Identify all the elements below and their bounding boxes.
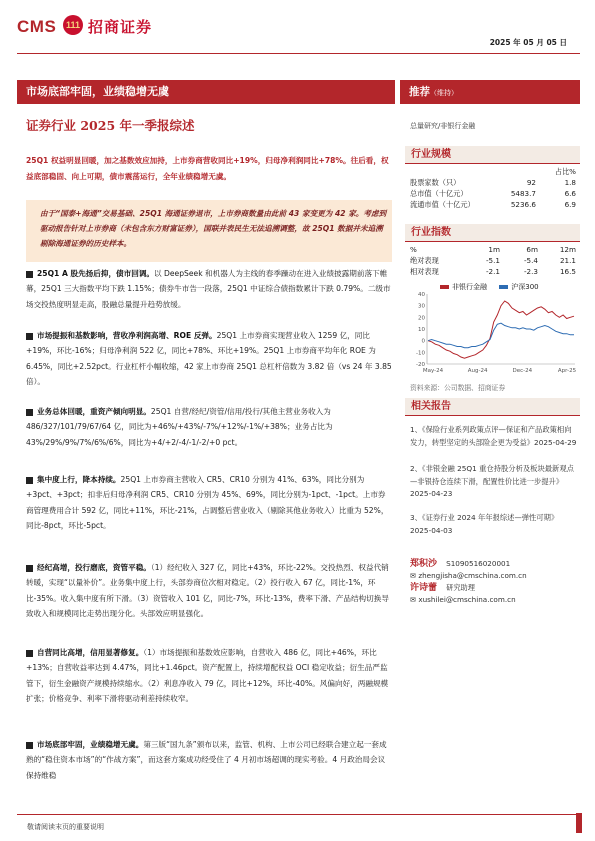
- paragraph-lead: 业务总体回暖，重资产倾向明显。: [37, 407, 151, 416]
- footer-note: 敬请阅读末页的重要说明: [27, 823, 104, 831]
- x-tick-label: Dec-24: [512, 368, 533, 374]
- paragraph-body: （1）经纪收入 327 亿，同比+43%，环比-22%。交投热烈、权益代销转暖，实现“以量补价”。业务集中度上行，头部券商位次相对稳定。（2）投行收入 67 亿，同比-1%，环比-35%。收入集中度有所下滑。（3）资管收入 101 亿，同比-7%，环比-13%，费率下滑、产品结构切换导致收入和规模同比走势出现分化。头部效应明显强化。: [26, 563, 389, 618]
- related-report-3[interactable]: 3、《证券行业 2024 年年报综述—弹性可期》2025-04-03: [410, 513, 559, 535]
- scale-table: [410, 166, 576, 210]
- table-cell: 股票家数（只）: [410, 177, 461, 187]
- header-rule: [17, 53, 580, 54]
- paragraph-5: [26, 560, 392, 621]
- y-tick-label: 40: [418, 292, 425, 298]
- section-related-reports: 相关报告: [405, 398, 580, 416]
- analyst-block: [410, 558, 578, 606]
- summary-text: 25Q1 权益明显回暖，加之基数效应加持，上市券商营收同比+19%，归母净利润同比+78%。往后看，权益底部稳固、向上可期，债市震荡运行，全年业绩稳增无虞。: [26, 156, 389, 181]
- analyst-cert: S1090516020001: [446, 559, 511, 568]
- table-cell: 流通市值（十亿元）: [410, 199, 475, 209]
- table-row: [410, 199, 576, 210]
- email-icon: ✉: [410, 595, 417, 604]
- related-report-2[interactable]: 2、《非银金融 25Q1 重仓持股分析及板块最新观点—非银持仓连续下滑，配置性价比进一步提升》2025-04-23: [410, 464, 574, 498]
- logo-mark-icon: 111: [63, 15, 83, 35]
- index-table: [410, 244, 576, 277]
- series-line: [428, 301, 574, 358]
- highlight-text: 由于“国泰+海通”交易基础、25Q1 海通证券退市，上市券商数量由此前 43 家变更为 42 家。考虑到驱动报告针对上市券商（未包含东方财富证券），国联并表民生无法追溯调整，故 25Q1 数据并未追溯剔除海通证券的历史样本。: [40, 209, 387, 248]
- paragraph-body: 第三版“国九条”颁布以来，监管、机构、上市公司已经联合建立起一套成熟的“稳住资本市场”的“作战方案”，而这套方案成功经受住了 4 月初市场超调的现实考验。4 月政治局会议保持维稳: [26, 740, 387, 780]
- rating-banner: [400, 80, 580, 104]
- table-cell: 绝对表现: [410, 255, 439, 265]
- legend-swatch: [440, 285, 449, 289]
- analyst-email[interactable]: zhengjisha@cmschina.com.cn: [418, 571, 527, 580]
- paragraph-7: [26, 737, 392, 783]
- section-industry-index: 行业指数: [405, 224, 580, 242]
- table-row: [410, 177, 576, 188]
- paragraph-1: [26, 266, 392, 312]
- paragraph-lead: 市场提振和基数影响，营收净利润高增、ROE 反弹。: [37, 331, 217, 340]
- paragraph-lead: 自营同比高增，信用显著修复。: [37, 648, 144, 657]
- table-header: 6m: [526, 245, 538, 254]
- table-cell: 1.8: [564, 178, 576, 187]
- table-cell: 6.6: [564, 189, 576, 198]
- table-cell: -5.4: [523, 256, 538, 265]
- paragraph-lead: 集中度上行，降本持续。: [37, 475, 121, 484]
- table-header: 12m: [559, 245, 576, 254]
- bullet-square-icon: [26, 333, 33, 340]
- table-cell: 5483.7: [510, 189, 536, 198]
- table-cell: 相对表现: [410, 266, 439, 276]
- analyst-name: 许诗蕾: [410, 583, 438, 593]
- legend-label: 沪深300: [511, 283, 539, 291]
- bullet-square-icon: [26, 650, 33, 657]
- footer-accent-bar: [576, 813, 582, 833]
- paragraph-2: [26, 328, 392, 389]
- bullet-square-icon: [26, 477, 33, 484]
- table-cell: 总市值（十亿元）: [410, 188, 468, 198]
- paragraph-lead: 经纪高增，投行磨底，资管平稳。: [37, 563, 151, 572]
- paragraph-body: 以 DeepSeek 和机器人为主线的春季躁动在进入业绩披露期前落下帷幕，25Q1 三大指数平均下跌 1.15%；债券牛市告一段落，25Q1 中证综合债指数累计下跌 0.79%。二级市场交投热度明显走高，股融总量提升趋势放缓。: [26, 269, 391, 309]
- x-tick-label: May-24: [422, 368, 444, 374]
- table-cell: 21.1: [559, 256, 576, 265]
- paragraph-body: 25Q1 自营/经纪/资管/信用/投行/其他主营业务收入为 486/327/101/79/67/64 亿，同比为+46%/+43%/-7%/+12%/-1%/+38%；业务占比为 43%/29%/9%/7%/6%/6%，同比为+4/+2/-4/-1/-2/+0 pct。: [26, 407, 333, 447]
- related-report-1[interactable]: 1、《保险行业系列政策点评—保证和产品政策相向发力，转型坚定的头部险企更为受益》2025-04-29: [410, 425, 577, 447]
- rating-sub: （维持）: [430, 89, 458, 97]
- paragraph-lead: 市场底部牢固，业绩稳增无虞。: [37, 740, 144, 749]
- analyst-name: 郑积沙: [410, 559, 438, 569]
- table-row: [410, 266, 576, 277]
- bullet-square-icon: [26, 742, 33, 749]
- bullet-square-icon: [26, 271, 33, 278]
- table-row: [410, 255, 576, 266]
- y-tick-label: -20: [416, 362, 425, 368]
- table-header: 占比%: [554, 166, 576, 176]
- report-title-banner: 市场底部牢固，业绩稳增无虞: [17, 80, 395, 104]
- logo-cn: 招商证券: [88, 18, 153, 36]
- index-performance-chart: [405, 290, 580, 380]
- table-cell: -2.3: [523, 267, 538, 276]
- analyst-email[interactable]: xushilei@cmschina.com.cn: [418, 595, 516, 604]
- sector-label: 总量研究/非银行金融: [410, 122, 476, 130]
- email-icon: ✉: [410, 571, 417, 580]
- footer-rule: [17, 814, 580, 815]
- analyst-title: 研究助理: [446, 583, 475, 592]
- legend-label: 非银行金融: [452, 283, 487, 291]
- table-row: [410, 188, 576, 199]
- y-tick-label: 10: [418, 327, 425, 333]
- table-header: %: [410, 245, 417, 254]
- paragraph-lead: 25Q1 A 股先扬后抑，债市回调。: [37, 269, 155, 278]
- paragraph-body: 25Q1 上市券商实现营业收入 1259 亿，同比+19%，环比-16%；归母净利润 522 亿，同比+78%、环比+19%。25Q1 上市券商平均年化 ROE 为 6.45%，同比+2.52pct。行业杠杆小幅收缩，42 家上市券商 25Q1 总杠杆倍数为 3.82 倍（vs 24 年 3.85 倍）。: [26, 331, 392, 386]
- y-tick-label: 30: [418, 303, 425, 310]
- paragraph-3: [26, 404, 392, 450]
- bullet-square-icon: [26, 565, 33, 572]
- table-cell: 92: [526, 178, 536, 187]
- rating-label: 推荐: [409, 86, 430, 98]
- series-line: [428, 323, 574, 348]
- table-header: 1m: [488, 245, 500, 254]
- chart-source: 资料来源：公司数据、招商证券: [410, 384, 506, 392]
- paragraph-body: 25Q1 上市券商主营收入 CR5、CR10 分别为 41%、63%，同比分别为+3pct、+3pct；扣非后归母净利润 CR5、CR10 分别为 45%、69%，同比分别为-1pct、-1pct。上市券商管理费用合计 592 亿，同比+11%，环比-21%，占调整后营业收入（剔除其他业务收入）比重为 52%，同比-8pct，环比-5pct。: [26, 475, 389, 530]
- paragraph-body: （1）市场提振和基数效应影响，自营收入 486 亿，同比+46%，环比+13%；自营收益率达到 4.47%，同比+1.46pct。资产配置上，持续增配权益 OCI 稳定收益；衍生品严监管下，衍生金融资产规模持续缩水。（2）利息净收入 79 亿，同比+12%，环比-40%。风偏向好，两融规模扩张；价格竞争、利率下滑将驱动利差持续收窄。: [26, 648, 389, 703]
- table-cell: 16.5: [559, 267, 576, 276]
- table-cell: -2.1: [485, 267, 500, 276]
- report-subtitle: 证券行业 2025 年一季报综述: [26, 118, 195, 133]
- paragraph-6: [26, 645, 392, 706]
- y-tick-label: -10: [416, 350, 425, 357]
- table-row: [410, 244, 576, 255]
- y-tick-label: 20: [418, 315, 425, 322]
- table-cell: 6.9: [564, 200, 576, 209]
- paragraph-4: [26, 472, 392, 533]
- report-date: 2025 年 05 月 05 日: [489, 38, 567, 47]
- x-tick-label: Aug-24: [467, 368, 488, 374]
- table-cell: 5236.6: [510, 200, 536, 209]
- bullet-square-icon: [26, 409, 33, 416]
- section-industry-scale: 行业规模: [405, 146, 580, 164]
- legend-swatch: [499, 285, 508, 289]
- table-cell: -5.1: [485, 256, 500, 265]
- y-tick-label: 0: [421, 338, 425, 345]
- x-tick-label: Apr-25: [557, 368, 577, 374]
- logo-cms: CMS: [17, 17, 57, 36]
- table-row: [410, 166, 576, 177]
